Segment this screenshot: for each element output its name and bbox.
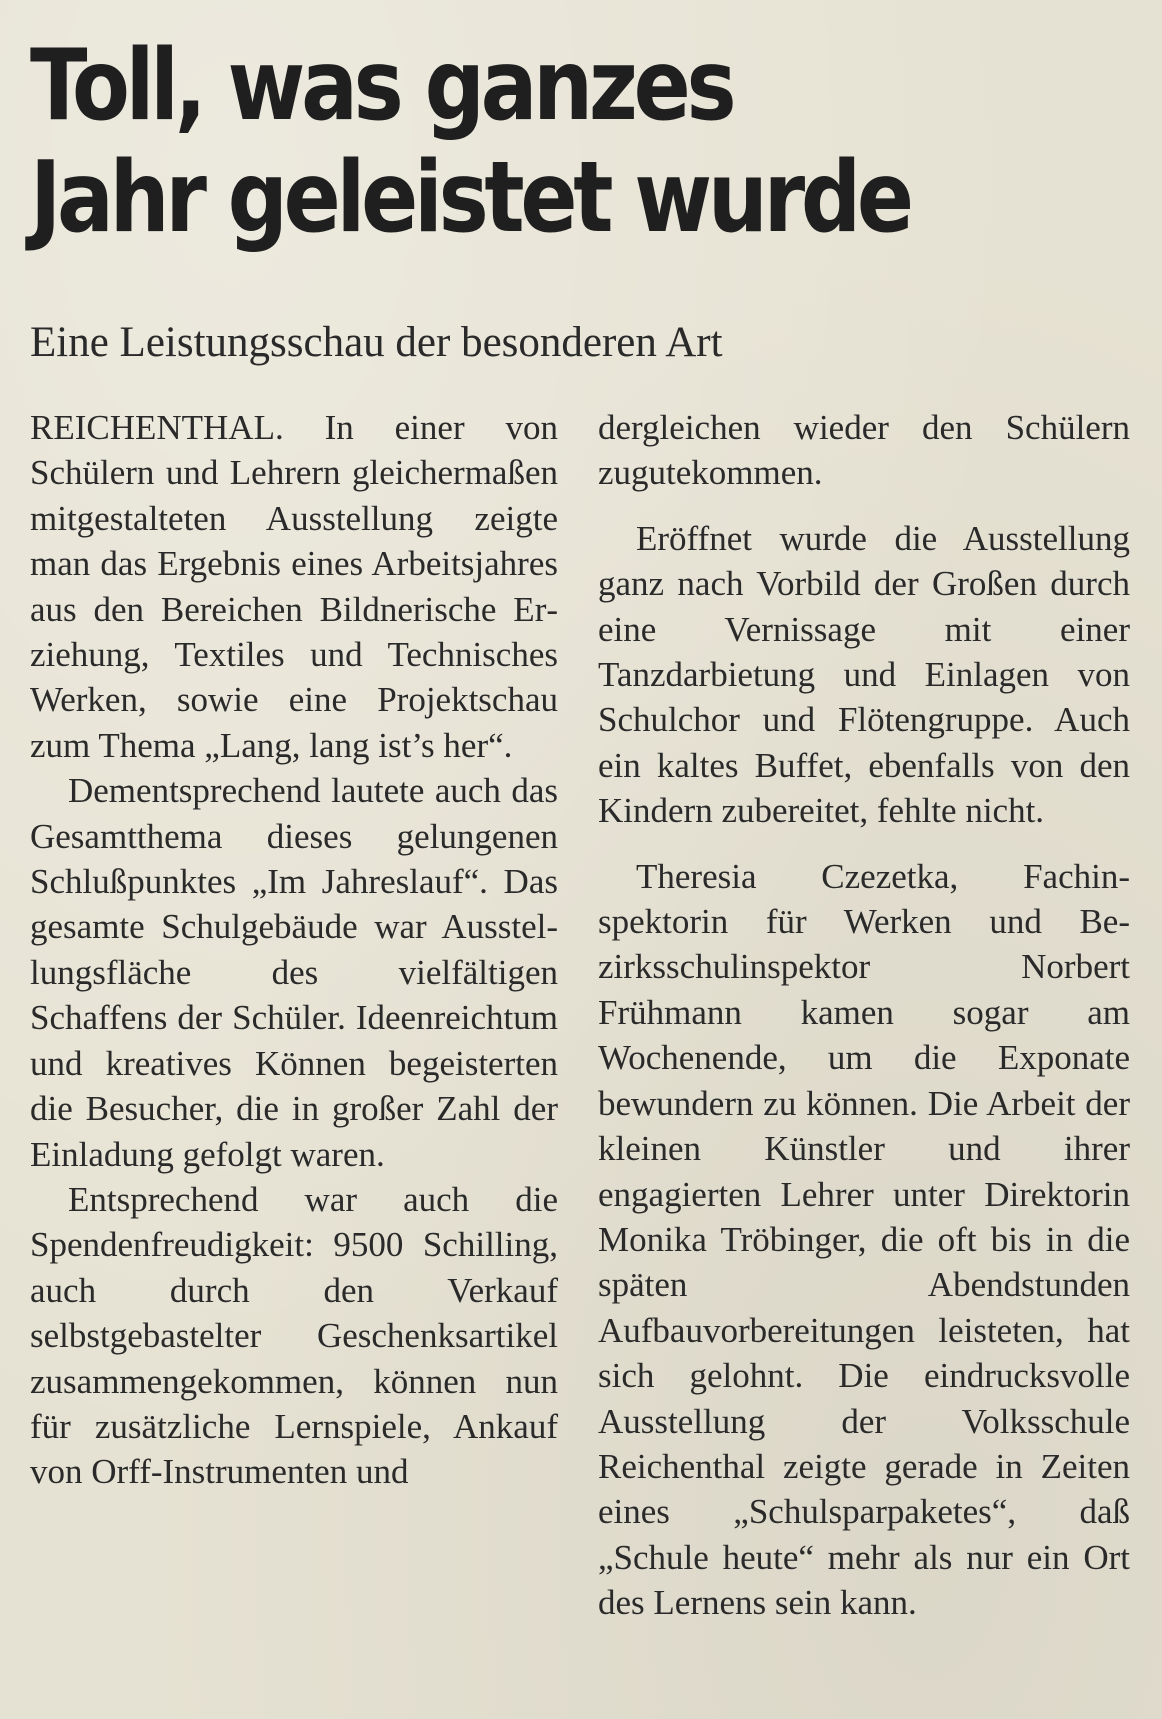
headline bbox=[30, 30, 985, 254]
article-column-left bbox=[30, 405, 558, 1495]
paragraph-continuation: dergleichen wieder den Schülern zugutekommen. bbox=[598, 408, 1130, 493]
article-column-right bbox=[598, 405, 1130, 1626]
paragraph-opening: Eröffnet wurde die Ausstellung ganz nach Vorbild der Großen durch eine Vernissage mit einer Tanzdarbietung und Einlagen von Schulchor und Flötengruppe. Auch ein kaltes Buffet, ebenfalls von den Kindern zubereitet, fehlte nicht. bbox=[598, 518, 1130, 831]
headline-line-1: Toll, was ganzes bbox=[30, 29, 733, 143]
headline-line-2: Jahr geleistet wurde bbox=[30, 141, 910, 255]
paragraph-visitors: Theresia Czezetka, Fachinspektorin für Werken und Bezirksschulinspektor Norbert Frühmann kamen sogar am Wochenende, um die Exponate bewundern zu können. Die Arbeit der kleinen Künstler und ihrer engagierten Lehrer unter Direktorin Monika Tröbinger, die oft bis in die späten Abendstunden Aufbauvorbereitungen leisteten, hat sich gelohnt. Die eindrucksvolle Ausstellung der Volksschule Reichenthal zeigte gerade in Zeiten eines „Schulsparpaketes“, daß „Schule heute“ mehr als nur ein Ort des Lernens sein kann. bbox=[598, 856, 1130, 1623]
paragraph-theme: Dementsprechend lautete auch das Gesamtthema dieses gelungenen Schlußpunktes „Im Jahreslauf“. Das gesamte Schulgebäude war Ausstellungsfläche des vielfältigen Schaffens der Schüler. Ideenreichtum und kreatives Können begeisterten die Besucher, die in großer Zahl der Einladung gefolgt waren. bbox=[30, 771, 558, 1174]
paragraph-intro: REICHENTHAL. In einer von Schülern und Lehrern gleichermaßen mitgestalteten Ausstellung zeigte man das Ergebnis eines Arbeitsjahres aus den Bereichen Bildnerische Erziehung, Textiles und Technisches Werken, sowie eine Projektschau zum Thema „Lang, lang ist’s her“. bbox=[30, 408, 558, 765]
paragraph-donations: Entsprechend war auch die Spendenfreudigkeit: 9500 Schilling, auch durch den Verkauf selbstgebastelter Geschenksartikel zusammengekommen, können nun für zusätzliche Lernspiele, Ankauf von Orff-Instrumenten und bbox=[30, 1179, 558, 1492]
subheadline: Eine Leistungsschau der besonderen Art bbox=[30, 319, 723, 366]
